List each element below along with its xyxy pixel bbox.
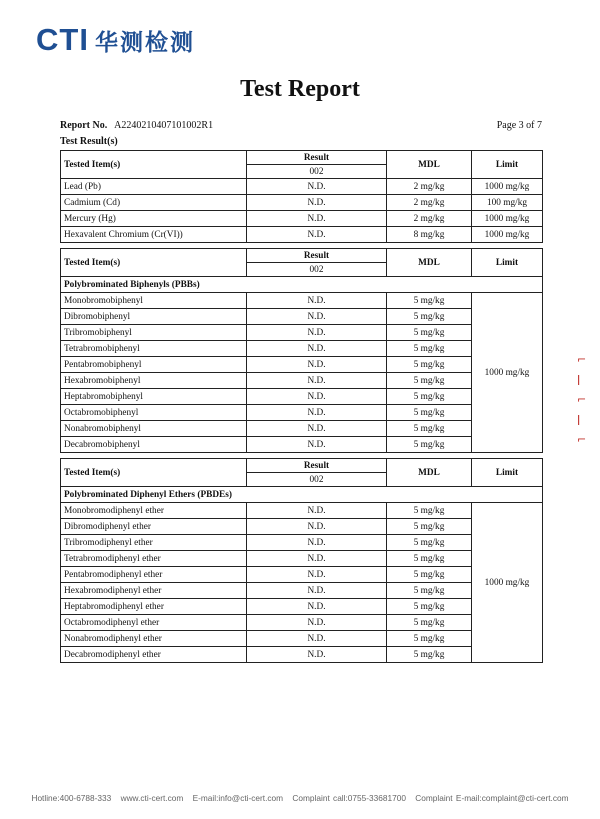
pbde-section-band: Polybrominated Diphenyl Ethers (PBDEs) — [61, 487, 543, 503]
tested-item-cell: Tetrabromodiphenyl ether — [61, 551, 247, 567]
report-number-label: Report No. — [60, 120, 108, 131]
table-row — [61, 373, 543, 389]
tested-item-cell: Decabromobiphenyl — [61, 437, 247, 453]
tested-item-cell: Heptabromobiphenyl — [61, 389, 247, 405]
table-row — [61, 309, 543, 325]
mdl-cell: 5 mg/kg — [387, 647, 472, 663]
tested-item-cell: Tribromodiphenyl ether — [61, 535, 247, 551]
result-cell: N.D. — [247, 535, 387, 551]
mdl-cell: 5 mg/kg — [387, 583, 472, 599]
table-row — [61, 325, 543, 341]
limit-cell: 1000 mg/kg — [472, 227, 543, 243]
mdl-cell: 2 mg/kg — [387, 211, 472, 227]
mdl-cell: 5 mg/kg — [387, 503, 472, 519]
table-row — [61, 647, 543, 663]
result-cell: N.D. — [247, 615, 387, 631]
tested-item-cell: Tribromobiphenyl — [61, 325, 247, 341]
mdl-cell: 5 mg/kg — [387, 615, 472, 631]
page-footer — [0, 793, 600, 803]
footer-complaint-call: Complaint call:0755-33681700 — [292, 793, 406, 803]
pbde-table — [60, 458, 543, 663]
table-row — [61, 567, 543, 583]
tested-item-cell: Monobromodiphenyl ether — [61, 503, 247, 519]
table-row — [61, 551, 543, 567]
header-tested-items: Tested Item(s) — [61, 151, 247, 179]
header-mdl: MDL — [387, 151, 472, 179]
tested-item-cell: Dibromodiphenyl ether — [61, 519, 247, 535]
group-limit-cell: 1000 mg/kg — [472, 293, 543, 453]
report-number — [60, 120, 213, 131]
footer-website: www.cti-cert.com — [120, 793, 184, 803]
result-cell: N.D. — [247, 195, 387, 211]
header-limit: Limit — [472, 459, 543, 487]
tested-item-cell: Lead (Pb) — [61, 179, 247, 195]
pbb-section-band: Polybrominated Biphenyls (PBBs) — [61, 277, 543, 293]
tested-item-cell: Hexabromodiphenyl ether — [61, 583, 247, 599]
mdl-cell: 5 mg/kg — [387, 405, 472, 421]
seal-stamp-mark: ⌐ ǀ ⌐ ǀ ⌐ — [577, 353, 587, 446]
header-tested-items: Tested Item(s) — [61, 249, 247, 277]
mdl-cell: 5 mg/kg — [387, 293, 472, 309]
limit-cell: 100 mg/kg — [472, 195, 543, 211]
group-limit-cell: 1000 mg/kg — [472, 503, 543, 663]
tested-item-cell: Octabromodiphenyl ether — [61, 615, 247, 631]
table-row — [61, 437, 543, 453]
result-cell: N.D. — [247, 421, 387, 437]
tested-item-cell: Hexavalent Chromium (Cr(VI)) — [61, 227, 247, 243]
tested-item-cell: Octabromobiphenyl — [61, 405, 247, 421]
table-row — [61, 421, 543, 437]
result-cell: N.D. — [247, 373, 387, 389]
result-cell: N.D. — [247, 293, 387, 309]
result-cell: N.D. — [247, 405, 387, 421]
table-row — [61, 599, 543, 615]
table-row — [61, 293, 543, 309]
mdl-cell: 5 mg/kg — [387, 309, 472, 325]
mdl-cell: 5 mg/kg — [387, 519, 472, 535]
header-sample-id: 002 — [247, 165, 387, 179]
table-row — [61, 583, 543, 599]
pbb-table — [60, 248, 543, 453]
mdl-cell: 5 mg/kg — [387, 357, 472, 373]
table-row — [61, 357, 543, 373]
result-cell: N.D. — [247, 179, 387, 195]
tested-item-cell: Cadmium (Cd) — [61, 195, 247, 211]
limit-cell: 1000 mg/kg — [472, 179, 543, 195]
mdl-cell: 5 mg/kg — [387, 341, 472, 357]
tested-item-cell: Hexabromobiphenyl — [61, 373, 247, 389]
result-cell: N.D. — [247, 519, 387, 535]
tested-item-cell: Dibromobiphenyl — [61, 309, 247, 325]
header-sample-id: 002 — [247, 263, 387, 277]
table-row — [61, 179, 543, 195]
tested-item-cell: Nonabromodiphenyl ether — [61, 631, 247, 647]
tested-item-cell: Nonabromobiphenyl — [61, 421, 247, 437]
result-cell: N.D. — [247, 503, 387, 519]
header-sample-id: 002 — [247, 473, 387, 487]
header-result: Result — [247, 249, 387, 263]
result-cell: N.D. — [247, 357, 387, 373]
mdl-cell: 2 mg/kg — [387, 195, 472, 211]
header-result: Result — [247, 459, 387, 473]
header-mdl: MDL — [387, 249, 472, 277]
header-result: Result — [247, 151, 387, 165]
result-cell: N.D. — [247, 227, 387, 243]
table-row — [61, 195, 543, 211]
footer-email: E-mail:info@cti-cert.com — [192, 793, 284, 803]
header-limit: Limit — [472, 151, 543, 179]
result-cell: N.D. — [247, 341, 387, 357]
table-row — [61, 615, 543, 631]
tested-item-cell: Heptabromodiphenyl ether — [61, 599, 247, 615]
result-cell: N.D. — [247, 583, 387, 599]
result-cell: N.D. — [247, 437, 387, 453]
result-cell: N.D. — [247, 599, 387, 615]
result-cell: N.D. — [247, 567, 387, 583]
footer-hotline: Hotline:400-6788-333 — [31, 793, 112, 803]
logo-chinese-text: 华测检测 — [94, 29, 195, 56]
tested-item-cell: Monobromobiphenyl — [61, 293, 247, 309]
result-cell: N.D. — [247, 631, 387, 647]
tested-item-cell: Pentabromodiphenyl ether — [61, 567, 247, 583]
header-limit: Limit — [472, 249, 543, 277]
table-row — [61, 519, 543, 535]
report-number-value: A2240210407101002R1 — [114, 120, 214, 131]
mdl-cell: 5 mg/kg — [387, 535, 472, 551]
header-tested-items: Tested Item(s) — [61, 459, 247, 487]
company-logo — [36, 22, 195, 58]
mdl-cell: 5 mg/kg — [387, 421, 472, 437]
tested-item-cell: Pentabromobiphenyl — [61, 357, 247, 373]
footer-complaint-email: Complaint E-mail:complaint@cti-cert.com — [415, 793, 569, 803]
header-mdl: MDL — [387, 459, 472, 487]
mdl-cell: 5 mg/kg — [387, 373, 472, 389]
result-cell: N.D. — [247, 309, 387, 325]
result-cell: N.D. — [247, 647, 387, 663]
mdl-cell: 5 mg/kg — [387, 551, 472, 567]
mdl-cell: 5 mg/kg — [387, 567, 472, 583]
table-row — [61, 389, 543, 405]
table-row — [61, 535, 543, 551]
section-label: Test Result(s) — [60, 136, 118, 147]
result-cell: N.D. — [247, 551, 387, 567]
tested-item-cell: Decabromodiphenyl ether — [61, 647, 247, 663]
result-cell: N.D. — [247, 389, 387, 405]
mdl-cell: 5 mg/kg — [387, 599, 472, 615]
mdl-cell: 5 mg/kg — [387, 325, 472, 341]
page-title: Test Report — [240, 76, 360, 102]
table-row — [61, 631, 543, 647]
logo-latin-text: CTI — [36, 22, 89, 57]
mdl-cell: 5 mg/kg — [387, 437, 472, 453]
tested-item-cell: Tetrabromobiphenyl — [61, 341, 247, 357]
table-row — [61, 503, 543, 519]
result-cell: N.D. — [247, 325, 387, 341]
mdl-cell: 8 mg/kg — [387, 227, 472, 243]
mdl-cell: 5 mg/kg — [387, 389, 472, 405]
mdl-cell: 2 mg/kg — [387, 179, 472, 195]
table-row — [61, 211, 543, 227]
metals-table — [60, 150, 543, 243]
mdl-cell: 5 mg/kg — [387, 631, 472, 647]
limit-cell: 1000 mg/kg — [472, 211, 543, 227]
result-cell: N.D. — [247, 211, 387, 227]
table-row — [61, 341, 543, 357]
table-row — [61, 227, 543, 243]
page-indicator: Page 3 of 7 — [496, 120, 542, 131]
tested-item-cell: Mercury (Hg) — [61, 211, 247, 227]
table-row — [61, 405, 543, 421]
